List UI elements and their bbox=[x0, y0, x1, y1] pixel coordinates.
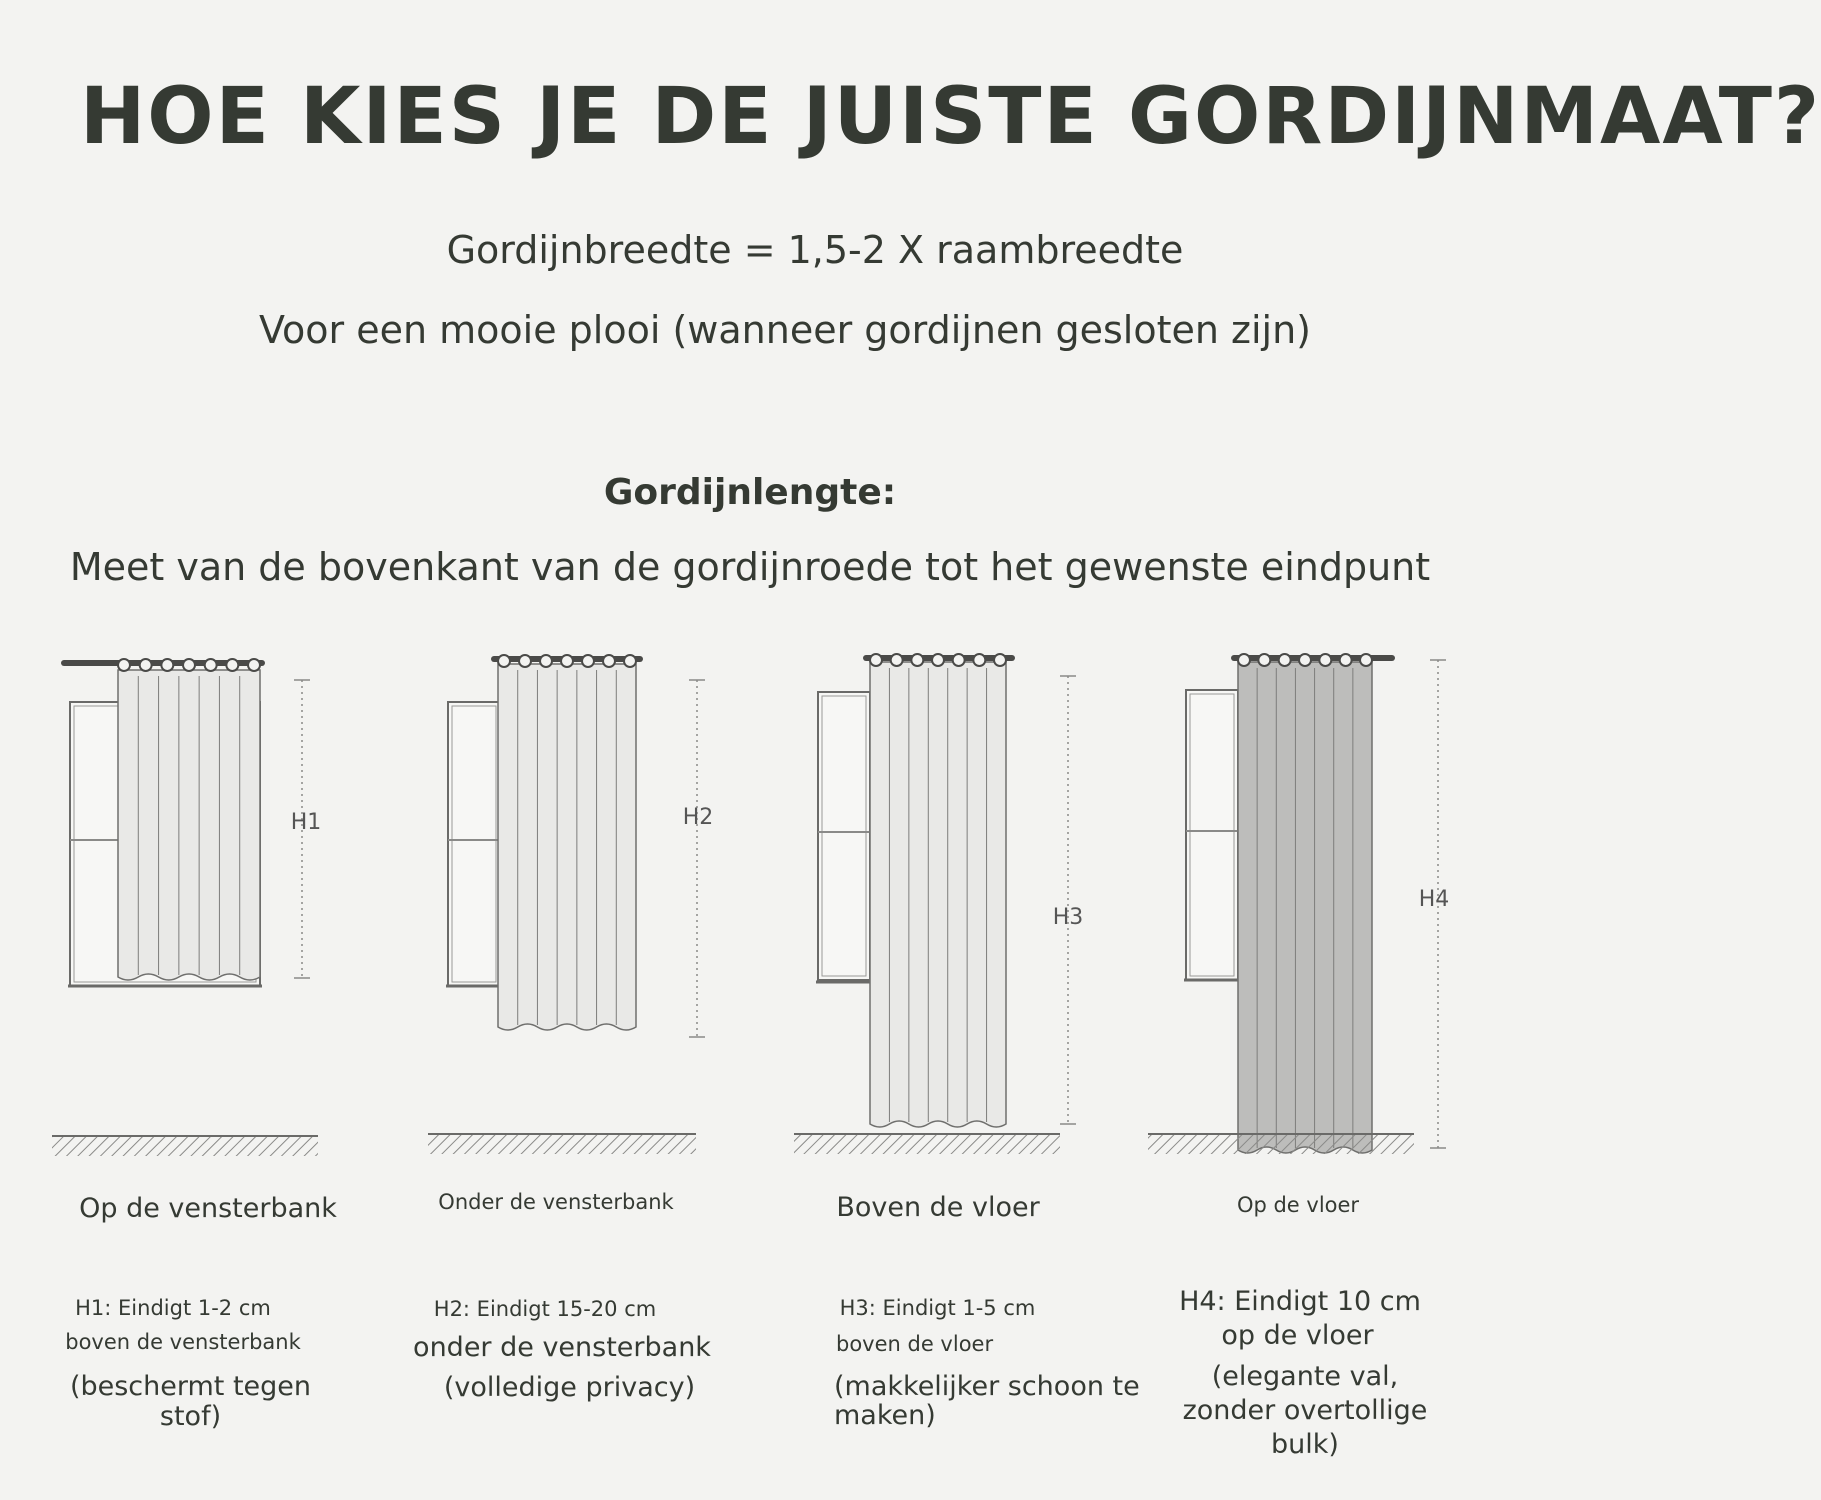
curtain-grommet-4 bbox=[1360, 654, 1372, 666]
option-1-line1: H1: Eindigt 1-2 cm bbox=[75, 1296, 271, 1320]
curtain-grommet-2 bbox=[519, 655, 531, 667]
window-frame-2 bbox=[448, 702, 500, 986]
height-label-h1: H1 bbox=[290, 810, 322, 835]
option-name-2: Onder de vensterbank bbox=[438, 1190, 674, 1214]
page-title: HOE KIES JE DE JUISTE GORDIJNMAAT? bbox=[80, 72, 1821, 162]
curtain-grommet-1 bbox=[248, 659, 260, 671]
curtain-grommet-1 bbox=[118, 659, 130, 671]
option-name-1: Op de vensterbank bbox=[79, 1193, 337, 1224]
option-4-note: (elegante val, zonder overtollige bulk) bbox=[1182, 1361, 1428, 1460]
curtain-grommet-4 bbox=[1279, 654, 1291, 666]
curtain-grommet-2 bbox=[498, 655, 510, 667]
window-frame-4 bbox=[1186, 690, 1238, 980]
curtain-grommet-4 bbox=[1258, 654, 1270, 666]
width-note: Voor een mooie plooi (wanneer gordijnen gesloten zijn) bbox=[258, 308, 1312, 352]
curtain-grommet-2 bbox=[603, 655, 615, 667]
floor-hatch-4 bbox=[1148, 1134, 1414, 1154]
curtain-panel-2 bbox=[498, 664, 636, 1030]
curtain-panel-1 bbox=[118, 670, 260, 980]
curtain-grommet-3 bbox=[953, 654, 965, 666]
curtain-grommet-2 bbox=[561, 655, 573, 667]
curtain-grommet-1 bbox=[226, 659, 238, 671]
curtain-grommet-3 bbox=[994, 654, 1006, 666]
curtain-grommet-1 bbox=[140, 659, 152, 671]
height-label-h3: H3 bbox=[1052, 905, 1084, 930]
floor-hatch-1 bbox=[52, 1136, 318, 1156]
curtain-grommet-2 bbox=[582, 655, 594, 667]
option-name-3: Boven de vloer bbox=[836, 1192, 1040, 1223]
option-1-note: (beschermt tegen stof) bbox=[69, 1371, 312, 1432]
curtain-grommet-1 bbox=[161, 659, 173, 671]
length-instruction: Meet van de bovenkant van de gordijnroede tot het gewenste eindpunt bbox=[69, 545, 1431, 589]
floor-hatch-3 bbox=[794, 1134, 1060, 1154]
curtain-grommet-3 bbox=[870, 654, 882, 666]
height-label-h4: H4 bbox=[1418, 887, 1450, 912]
curtain-grommet-1 bbox=[183, 659, 195, 671]
curtain-grommet-2 bbox=[624, 655, 636, 667]
curtain-grommet-1 bbox=[205, 659, 217, 671]
option-3-line1: H3: Eindigt 1-5 cm bbox=[839, 1296, 1036, 1320]
option-2-line2: onder de vensterbank bbox=[413, 1332, 711, 1363]
curtain-grommet-3 bbox=[932, 654, 944, 666]
option-2-note: (volledige privacy) bbox=[443, 1372, 696, 1403]
curtain-grommet-3 bbox=[891, 654, 903, 666]
curtain-grommet-4 bbox=[1299, 654, 1311, 666]
option-name-4: Op de vloer bbox=[1236, 1193, 1360, 1217]
curtain-panel-3 bbox=[870, 662, 1006, 1127]
width-formula: Gordijnbreedte = 1,5-2 X raambreedte bbox=[446, 228, 1184, 272]
curtain-grommet-4 bbox=[1340, 654, 1352, 666]
option-1-line2: boven de vensterbank bbox=[65, 1330, 301, 1354]
floor-hatch-2 bbox=[428, 1134, 696, 1154]
curtain-grommet-3 bbox=[973, 654, 985, 666]
option-3-note: (makkelijker schoon te maken) bbox=[834, 1371, 1140, 1431]
curtain-grommet-3 bbox=[911, 654, 923, 666]
option-4-line2: op de vloer bbox=[1221, 1320, 1374, 1351]
curtain-panel-4 bbox=[1238, 662, 1372, 1153]
window-frame-3 bbox=[818, 692, 870, 980]
curtain-grommet-4 bbox=[1319, 654, 1331, 666]
option-3-line2: boven de vloer bbox=[836, 1332, 994, 1356]
curtain-grommet-2 bbox=[540, 655, 552, 667]
option-4-line1: H4: Eindigt 10 cm bbox=[1179, 1286, 1421, 1317]
length-heading: Gordijnlengte: bbox=[603, 472, 897, 513]
curtain-grommet-4 bbox=[1238, 654, 1250, 666]
option-2-line1: H2: Eindigt 15-20 cm bbox=[433, 1297, 657, 1321]
height-label-h2: H2 bbox=[682, 805, 714, 830]
